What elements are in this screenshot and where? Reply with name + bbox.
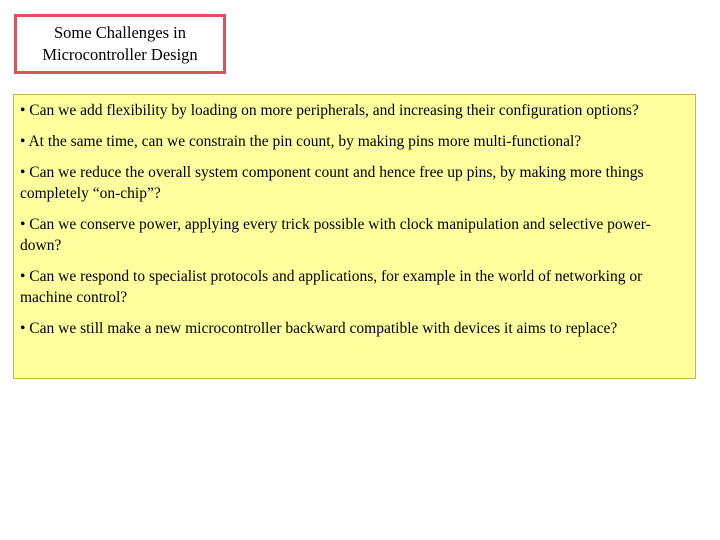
bullet-item: • Can we reduce the overall system component count and hence free up pins, by making more things completely “on-chip”?: [20, 164, 644, 202]
bullet-item: • At the same time, can we constrain the pin count, by making pins more multi-functional?: [20, 133, 582, 150]
bullet-item: • Can we conserve power, applying every trick possible with clock manipulation and selective power-down?: [20, 216, 651, 254]
bullet-item: • Can we still make a new microcontroller backward compatible with devices it aims to replace?: [20, 320, 618, 337]
bullet-list-box: [13, 94, 696, 379]
bullet-item: • Can we add flexibility by loading on more peripherals, and increasing their configuration options?: [20, 102, 639, 119]
slide-title-box: [14, 14, 226, 74]
bullet-item: • Can we respond to specialist protocols and applications, for example in the world of networking or machine control?: [20, 268, 643, 306]
slide-title-line-1: Some Challenges in: [54, 23, 186, 42]
slide-title-line-2: Microcontroller Design: [42, 45, 198, 64]
